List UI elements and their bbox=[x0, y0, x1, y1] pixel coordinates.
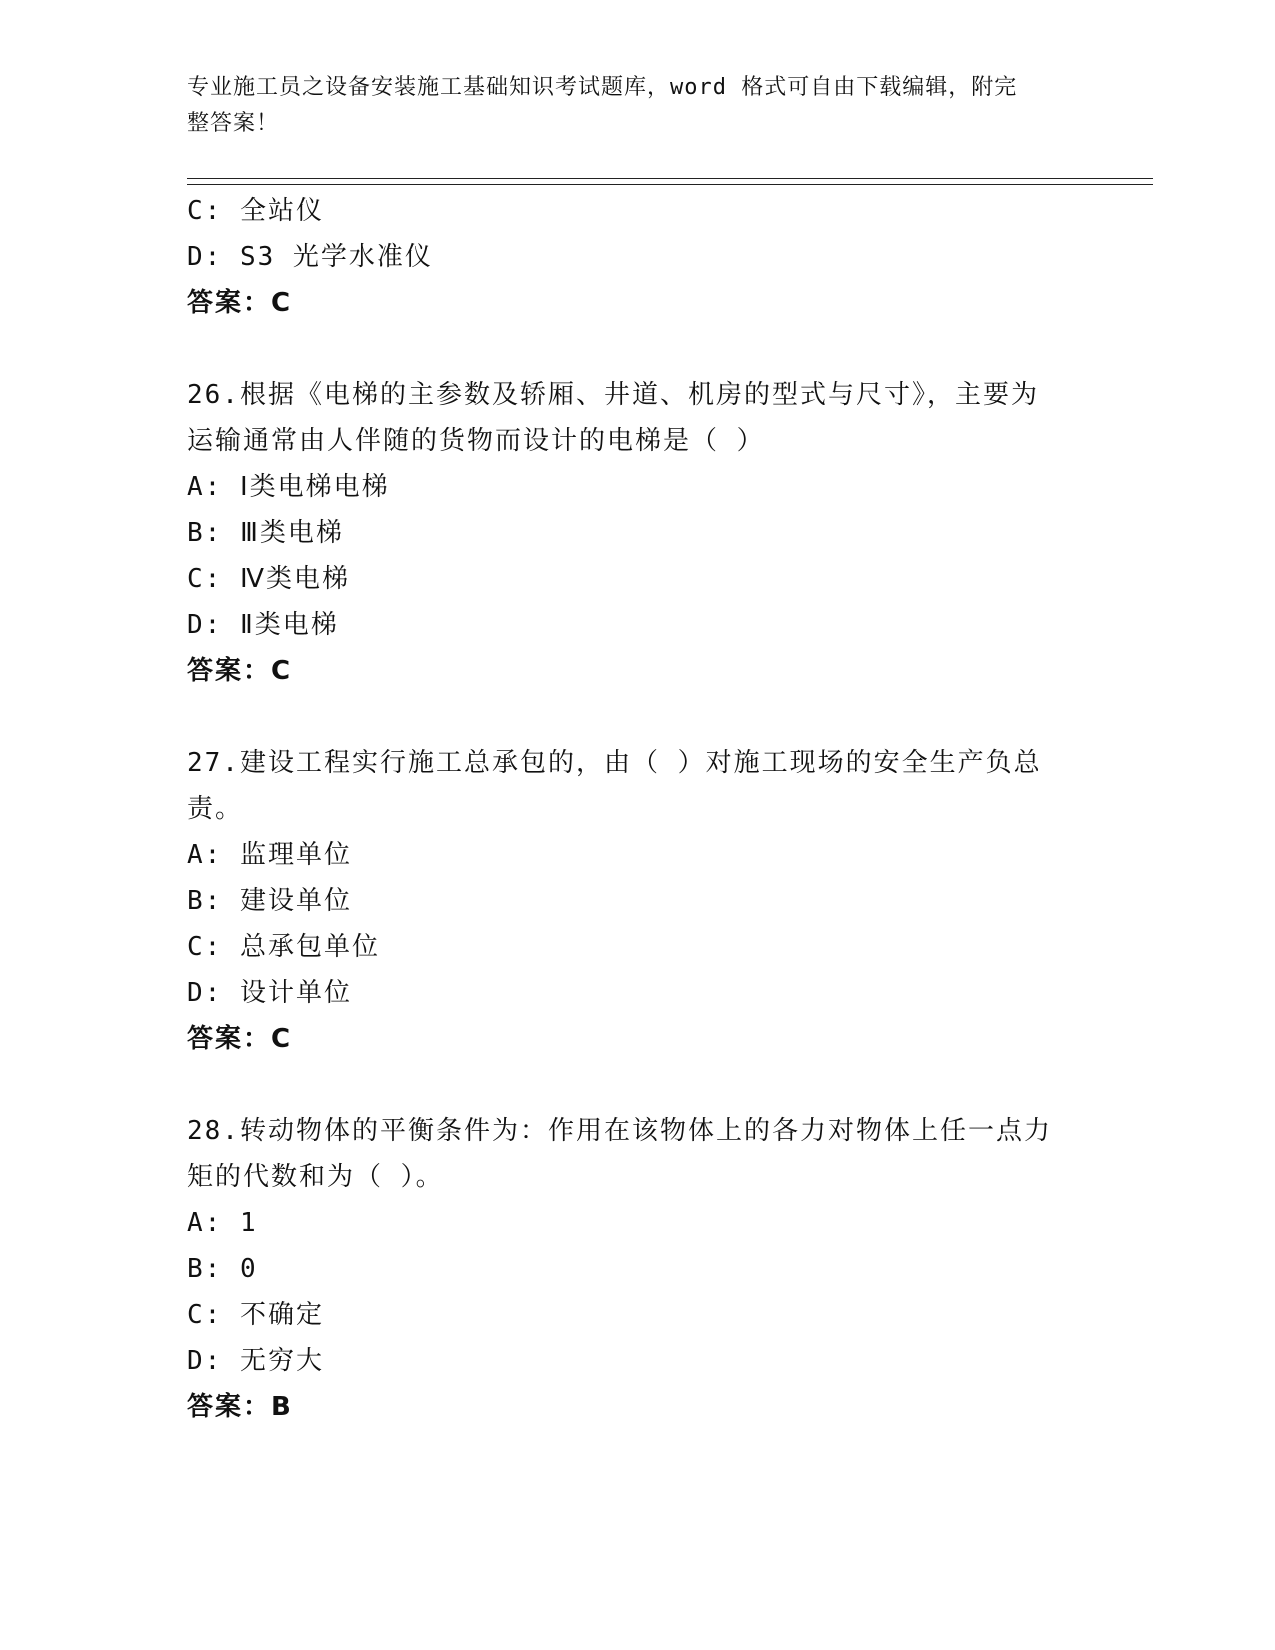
header-line-1: 专业施工员之设备安装施工基础知识考试题库，word 格式可自由下载编辑，附完 bbox=[187, 75, 1018, 100]
option-a: A: 1 bbox=[187, 1208, 258, 1238]
option-d: D: 设计单位 bbox=[187, 978, 352, 1008]
question-list bbox=[187, 188, 1087, 1430]
option-b: B: Ⅲ类电梯 bbox=[187, 518, 344, 548]
spacer bbox=[187, 694, 1087, 740]
option-c: C: Ⅳ类电梯 bbox=[187, 564, 350, 594]
answer-line: 答案：B bbox=[187, 1392, 293, 1422]
answer-line: 答案：C bbox=[187, 1024, 293, 1054]
question-stem-line: 28.转动物体的平衡条件为：作用在该物体上的各力对物体上任一点力 bbox=[187, 1116, 1052, 1146]
question-stem-line: 27.建设工程实行施工总承包的，由（ ）对施工现场的安全生产负总 bbox=[187, 748, 1042, 778]
header-line-2: 整答案！ bbox=[187, 111, 280, 136]
header-divider bbox=[187, 178, 1153, 185]
option-b: B: 建设单位 bbox=[187, 886, 352, 916]
spacer bbox=[187, 326, 1087, 372]
option-c: C: 不确定 bbox=[187, 1300, 324, 1330]
option-b: B: 0 bbox=[187, 1254, 258, 1284]
spacer bbox=[187, 1062, 1087, 1108]
option-c: C: 全站仪 bbox=[187, 196, 324, 226]
question-28 bbox=[187, 1108, 1087, 1430]
question-stem-line: 责。 bbox=[187, 794, 244, 824]
question-stem-line: 26.根据《电梯的主参数及轿厢、井道、机房的型式与尺寸》，主要为 bbox=[187, 380, 1039, 410]
question-26 bbox=[187, 372, 1087, 694]
option-d: D: 无穷大 bbox=[187, 1346, 324, 1376]
answer-line: 答案：C bbox=[187, 288, 293, 318]
answer-line: 答案：C bbox=[187, 656, 293, 686]
option-d: D: S3 光学水准仪 bbox=[187, 242, 433, 272]
question-25-tail bbox=[187, 188, 1087, 326]
option-d: D: Ⅱ类电梯 bbox=[187, 610, 339, 640]
question-27 bbox=[187, 740, 1087, 1062]
option-a: A: 监理单位 bbox=[187, 840, 352, 870]
question-stem-line: 矩的代数和为（ ）。 bbox=[187, 1162, 444, 1192]
question-stem-line: 运输通常由人伴随的货物而设计的电梯是（ ） bbox=[187, 426, 765, 456]
option-a: A: Ⅰ类电梯电梯 bbox=[187, 472, 390, 502]
option-c: C: 总承包单位 bbox=[187, 932, 380, 962]
document-header bbox=[187, 70, 1067, 142]
